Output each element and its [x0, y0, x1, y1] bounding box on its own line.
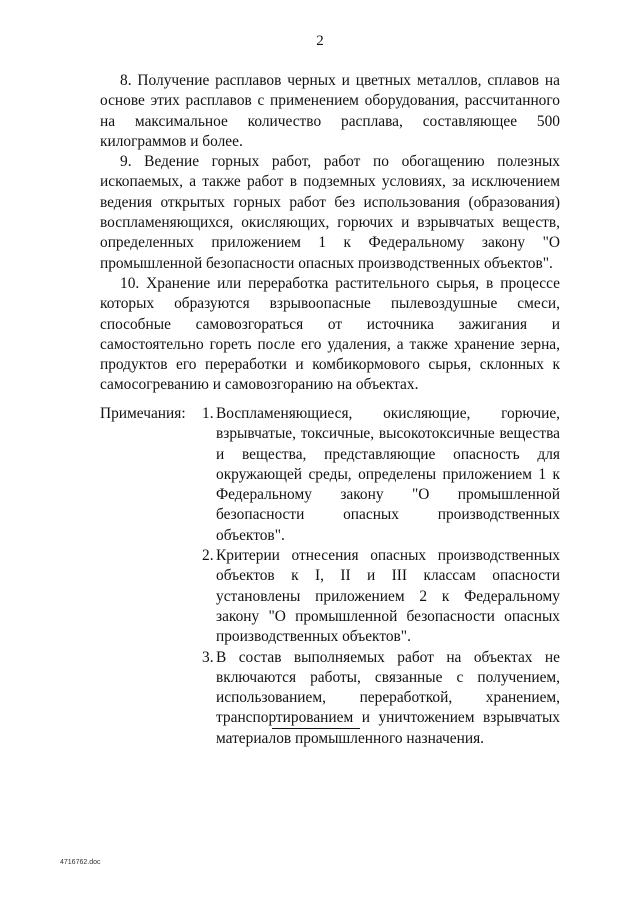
note-item — [202, 648, 560, 749]
paragraph-10: 10. Хранение или переработка растительного сырья, в процессе которых образуются взрывоопасные пылевоздушные смеси, способные самовозгораться от источника зажигания и самостоятельно гореть после его удаления, а также хранение зерна, продуктов его переработки и комбикормового сырья, склонных к самосогреванию и самовозгоранию на объектах. — [100, 274, 560, 394]
note-number: 1. — [202, 405, 214, 422]
note-text: Воспламеняющиеся, окисляющие, горючие, взрывчатые, токсичные, высокотоксичные вещества и вещества, представляющие опасность для окружающей среды, определены приложением 1 к Федеральному закону "О промышленной безопасности опасных производственных объектов". — [216, 405, 560, 544]
notes-label: Примечания: — [100, 405, 186, 422]
note-number: 2. — [202, 547, 214, 565]
page-number: 2 — [316, 33, 324, 49]
note-text: Критерии отнесения опасных производственных объектов к I, II и III классам опасности установлены приложением 2 к Федеральному закону "О промышленной безопасности опасных производственных объектов". — [216, 547, 560, 646]
end-separator-line — [272, 728, 360, 729]
note-number: 3. — [202, 648, 214, 666]
note-text: В состав выполняемых работ на объектах не включаются работы, связанные с получением, использованием, переработкой, хранением, транспортированием и уничтожением взрывчатых материалов промышленного назначения. — [216, 648, 560, 747]
paragraph-9: 9. Ведение горных работ, работ по обогащению полезных ископаемых, а также работ в подземных условиях, за исключением ведения открытых горных работ без использования (образования) воспламеняющихся, окисляющих, горючих и взрывчатых веществ, определенных приложением 1 к Федеральному закону "О промышленной безопасности опасных производственных объектов". — [100, 153, 560, 272]
note-item — [202, 546, 560, 647]
file-name-footer: 4716762.doc — [60, 859, 101, 866]
notes-list — [202, 404, 560, 749]
note-item — [202, 404, 560, 546]
document-body — [100, 71, 560, 396]
paragraph-8: 8. Получение расплавов черных и цветных металлов, сплавов на основе этих расплавов с применением оборудования, рассчитанного на максимальное количество расплава, составляющее 500 килограммов и более. — [100, 72, 560, 150]
